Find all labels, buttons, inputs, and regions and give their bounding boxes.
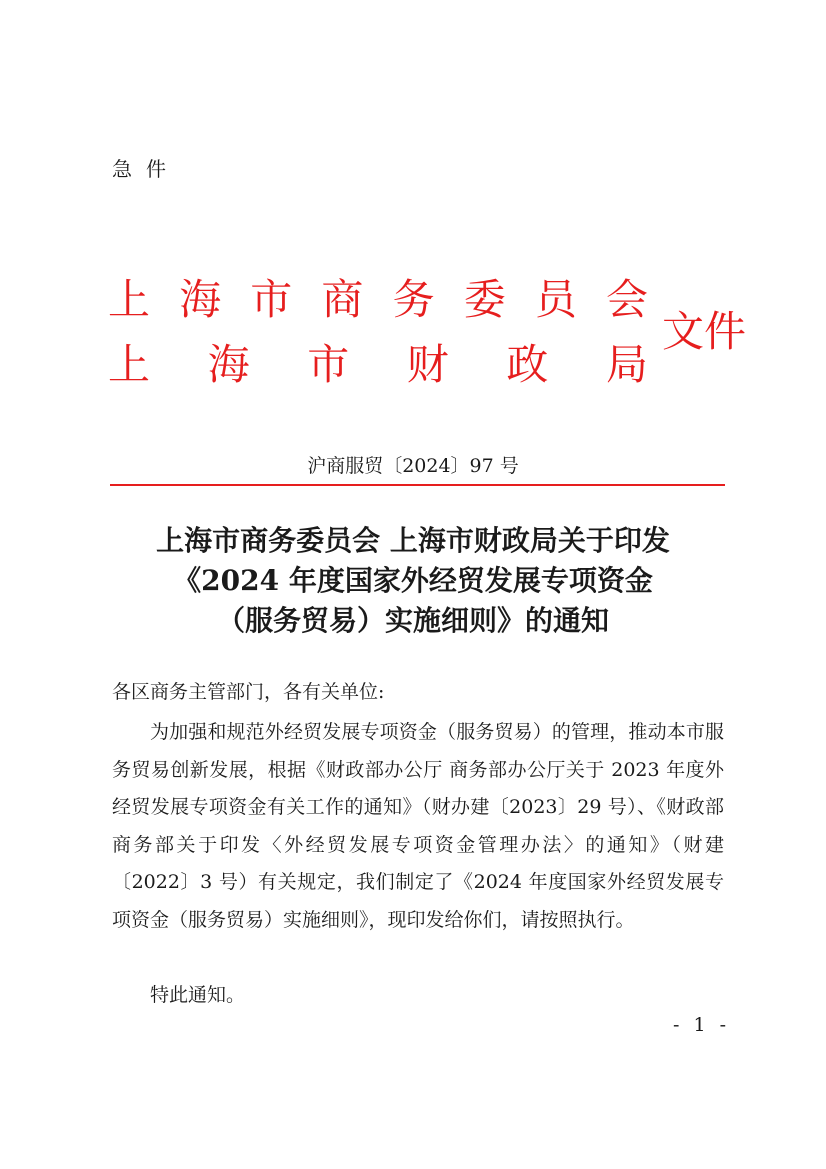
issuer-char: 商 xyxy=(321,275,364,324)
issuer-char: 会 xyxy=(605,275,648,324)
issuer-suffix: 文件 xyxy=(662,307,747,356)
page-number: - 1 - xyxy=(672,1014,730,1036)
body-text: 为加强和规范外经贸发展专项资金（服务贸易）的管理，推动本市服务贸易创新发展，根据《财政部办公厅 商务部办公厅关于 2023 年度外经贸发展专项资金有关工作的通知》（财办建〔2023〕29 号）、《财政部 商务部关于印发〈外经贸发展专项资金管理办法〉的通知》（财建〔2022〕3 号）有关规定，我们制定了《2024 年度国家外经贸发展专项资金（服务贸易）实施细则》，现印发给你们，请按照执行。 xyxy=(112,721,724,931)
issuer-char: 委 xyxy=(463,275,506,324)
title-line: 《2024 年度国家外经贸发展专项资金 xyxy=(173,564,653,597)
issuer-char: 员 xyxy=(534,275,577,324)
document-title xyxy=(100,521,726,641)
salutation: 各区商务主管部门，各有关单位: xyxy=(112,681,385,703)
title-line: 上海市商务委员会 上海市财政局关于印发 xyxy=(156,524,670,557)
issuer-char: 局 xyxy=(605,340,648,389)
issuer-char: 海 xyxy=(179,275,222,324)
issuer-char: 上 xyxy=(108,275,151,324)
issuer-char: 市 xyxy=(307,340,350,389)
issuer-char: 财 xyxy=(406,340,449,389)
issuer-line-finance xyxy=(108,338,648,392)
issuer-char: 务 xyxy=(392,275,435,324)
red-divider xyxy=(110,484,725,486)
document-number: 沪商服贸〔2024〕97 号 xyxy=(307,455,519,477)
issuer-char: 海 xyxy=(207,340,250,389)
title-line: （服务贸易）实施细则》的通知 xyxy=(216,604,609,637)
issuer-char: 上 xyxy=(108,340,151,389)
issuer-line-commerce xyxy=(108,273,648,327)
closing-remark: 特此通知。 xyxy=(150,984,246,1006)
urgency-label: 急件 xyxy=(112,157,180,181)
issuer-char: 政 xyxy=(506,340,549,389)
body-paragraph xyxy=(112,714,724,939)
issuer-char: 市 xyxy=(250,275,293,324)
